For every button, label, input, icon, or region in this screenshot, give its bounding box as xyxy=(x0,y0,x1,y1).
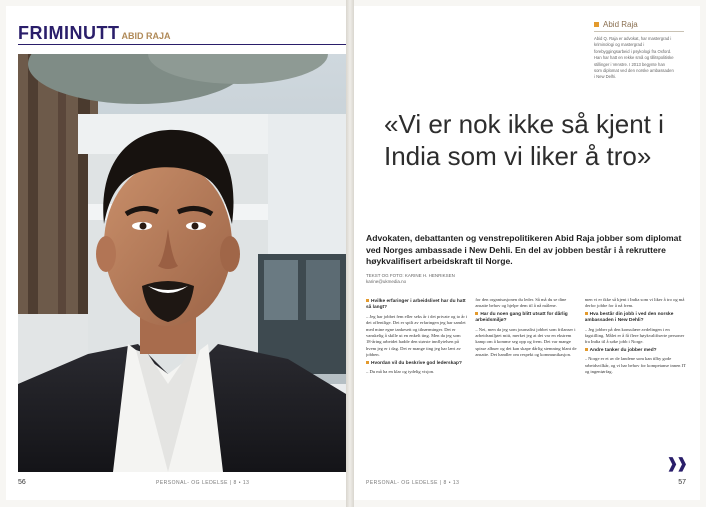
interview-question: Hva består din jobb i ved den norske ambassaden i New Dehli? xyxy=(585,312,686,325)
author-sidebar xyxy=(594,20,684,81)
article-column xyxy=(475,297,576,477)
pull-quote: «Vi er nok ikke så kjent i India som vi liker å tro» xyxy=(384,109,664,171)
interview-answer: – Jeg har jobbet fem eller seks år i det private og to år i det offentlige. Det er spilt av erfaringen jeg har samlet med mine egne tankesett og tilnærminger. Det er vanskelig å skille ut en enkelt ting. Men da jeg som 18-åring arbeidet hadde den største innflytelsen på hvem jeg er i dag. Det er mange ting jeg har lært av jobben. xyxy=(366,313,468,358)
interview-answer: – Norge er et av de landene som kan tilby gode arbeidsvilkår, og vi har behov for kompetanse innen IT og ingeniørfag. xyxy=(584,356,686,375)
header-rule xyxy=(18,44,346,45)
lede-paragraph: Advokaten, debattanten og venstrepolitikeren Abid Raja jobber som diplomat ved Norges ambassade i New Dehli. En del av jobben består i å rekruttere høykvalifisert arbeidskraft til Norge. xyxy=(366,233,682,266)
section-header xyxy=(18,20,171,44)
interview-answer: for den organisasjonen du leder. Så må du se dine ansatte behov og hjelpe dem til å nå målene. xyxy=(475,297,567,309)
section-title: FRIMINUTT xyxy=(18,23,120,43)
page-number-left: 56 xyxy=(18,479,26,486)
sidebar-name: Abid Raja xyxy=(603,20,638,29)
right-page xyxy=(354,6,700,500)
portrait-photo xyxy=(18,54,346,472)
end-mark-icon: ❱❱ xyxy=(666,455,686,471)
left-page xyxy=(6,6,346,500)
byline-email: karine@ukmedia.no xyxy=(366,279,407,284)
interview-question: Hvilke erfaringer i arbeidslivet har du hatt så langt? xyxy=(366,299,466,311)
sidebar-header xyxy=(594,20,684,32)
section-author: ABID RAJA xyxy=(121,31,171,41)
interview-answer: – Nei, men da jeg som journalist jobbet som frilanser i arbeidsmiljøet mitt, merket jeg at det var en ekstrem kamp om å komme seg opp og frem. Det var mange spisse albuer og det kan skape dårlig stemning blant de ansatte. Det handler om respekt og kommunikasjon. xyxy=(475,326,577,358)
article-column xyxy=(585,297,686,477)
interview-question: Andre tanker du jobber med? xyxy=(585,348,686,354)
interview-question: Har du noen gang blitt utsatt for dårlig arbeidsmiljø? xyxy=(475,312,576,325)
article-columns xyxy=(366,297,686,477)
interview-question: Hvordan vil du beskrive god lederskap? xyxy=(366,361,467,367)
interview-answer: – Jeg jobber på den konsulære avdelingen i en fagstilling. Målet er å få flere høykvalifiserte personer fra India til å søke jobb i Norge. xyxy=(584,326,685,345)
interview-answer: men vi er ikke så kjent i India som vi liker å tro og må derfor jobbe for å nå frem. xyxy=(584,297,685,309)
interview-answer: – Du må ha en klar og tydelig visjon. xyxy=(366,369,435,375)
spine-gutter xyxy=(346,0,354,507)
folio-left: PERSONAL- OG LEDELSE | 8 • 13 xyxy=(156,480,250,486)
sidebar-bio: Abid Q. Raja er advokat, har mastergrad i kriminologi og mastergrad i forebyggingsarbeid i psykologi fra Oxford. Han har hatt en rekke små og tillitspolitiske stillinger i Venstre. I 2013 begynte han som diplomat ved den norske ambassaden i New Delhi. xyxy=(594,36,674,80)
byline-credit: TEKST OG FOTO: KARINE H. HENRIKSEN xyxy=(366,273,455,278)
byline xyxy=(366,273,455,285)
orange-square-icon xyxy=(594,22,599,27)
article-column xyxy=(366,297,467,477)
folio-right: PERSONAL- OG LEDELSE | 8 • 13 xyxy=(366,480,460,486)
page-number-right: 57 xyxy=(678,479,686,486)
